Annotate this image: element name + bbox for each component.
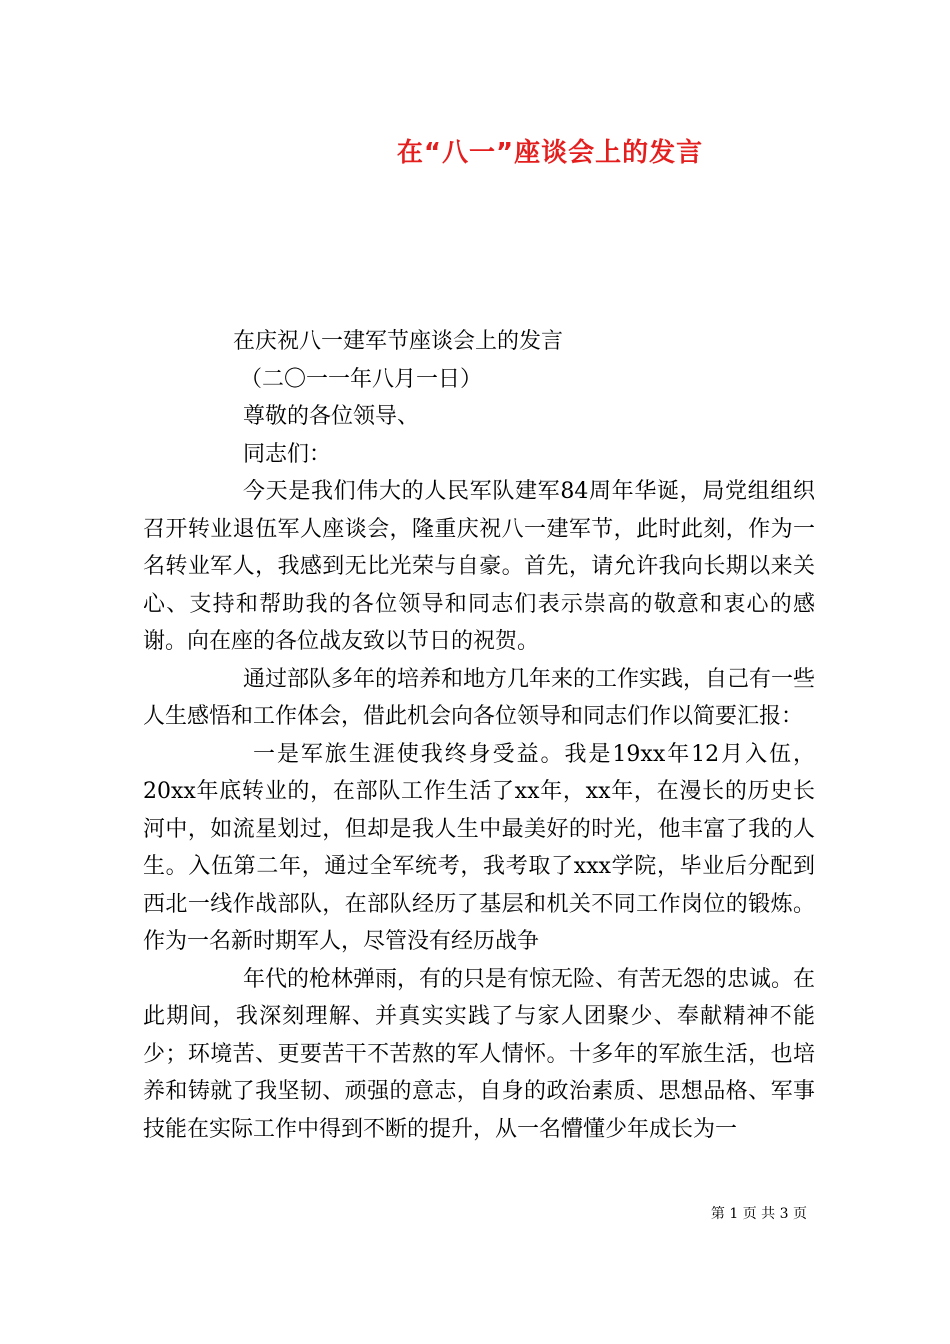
- paragraph-4: 年代的枪林弹雨，有的只是有惊无险、有苦无怨的忠诚。在此期间，我深刻理解、并真实实践了与家人团聚少、奉献精神不能少；环境苦、更要苦干不苦熬的军人情怀。十多年的军旅生活，也培养和铸就了我坚韧、顽强的意志，自身的政治素质、思想品格、军事技能在实际工作中得到不断的提升，从一名懵懂少年成长为一: [143, 966, 816, 1142]
- salutation-line-1: 尊敬的各位领导、: [243, 404, 420, 429]
- paragraph-3: 一是军旅生涯使我终身受益。我是19xx年12月入伍，20xx年底转业的，在部队工作生活了xx年，xx年，在漫长的历史长河中，如流星划过，但却是我人生中最美好的时光，他丰富了我的人生。入伍第二年，通过全军统考，我考取了xxx学院，毕业后分配到西北一线作战部队，在部队经历了基层和机关不同工作岗位的锻炼。作为一名新时期军人，尽管没有经历战争: [143, 741, 815, 954]
- paragraph-1: 今天是我们伟大的人民军队建军84周年华诞，局党组组织召开转业退伍军人座谈会，隆重庆祝八一建军节，此时此刻，作为一名转业军人，我感到无比光荣与自豪。首先，请允许我向长期以来关心、支持和帮助我的各位领导和同志们表示崇高的敬意和衷心的感谢。向在座的各位战友致以节日的祝贺。: [143, 479, 815, 654]
- speech-date: （二〇一一年八月一日）: [240, 366, 483, 392]
- document-body: [143, 323, 815, 1148]
- document-title: 在“八一”座谈会上的发言: [396, 138, 704, 168]
- salutation-line-2: 同志们：: [243, 441, 332, 467]
- paragraph-2: 通过部队多年的培养和地方几年来的工作实践，自己有一些人生感悟和工作体会，借此机会向各位领导和同志们作以简要汇报：: [143, 666, 816, 729]
- page-number: 第 1 页 共 3 页: [710, 1206, 807, 1222]
- speech-subtitle: 在庆祝八一建军节座谈会上的发言: [233, 329, 564, 354]
